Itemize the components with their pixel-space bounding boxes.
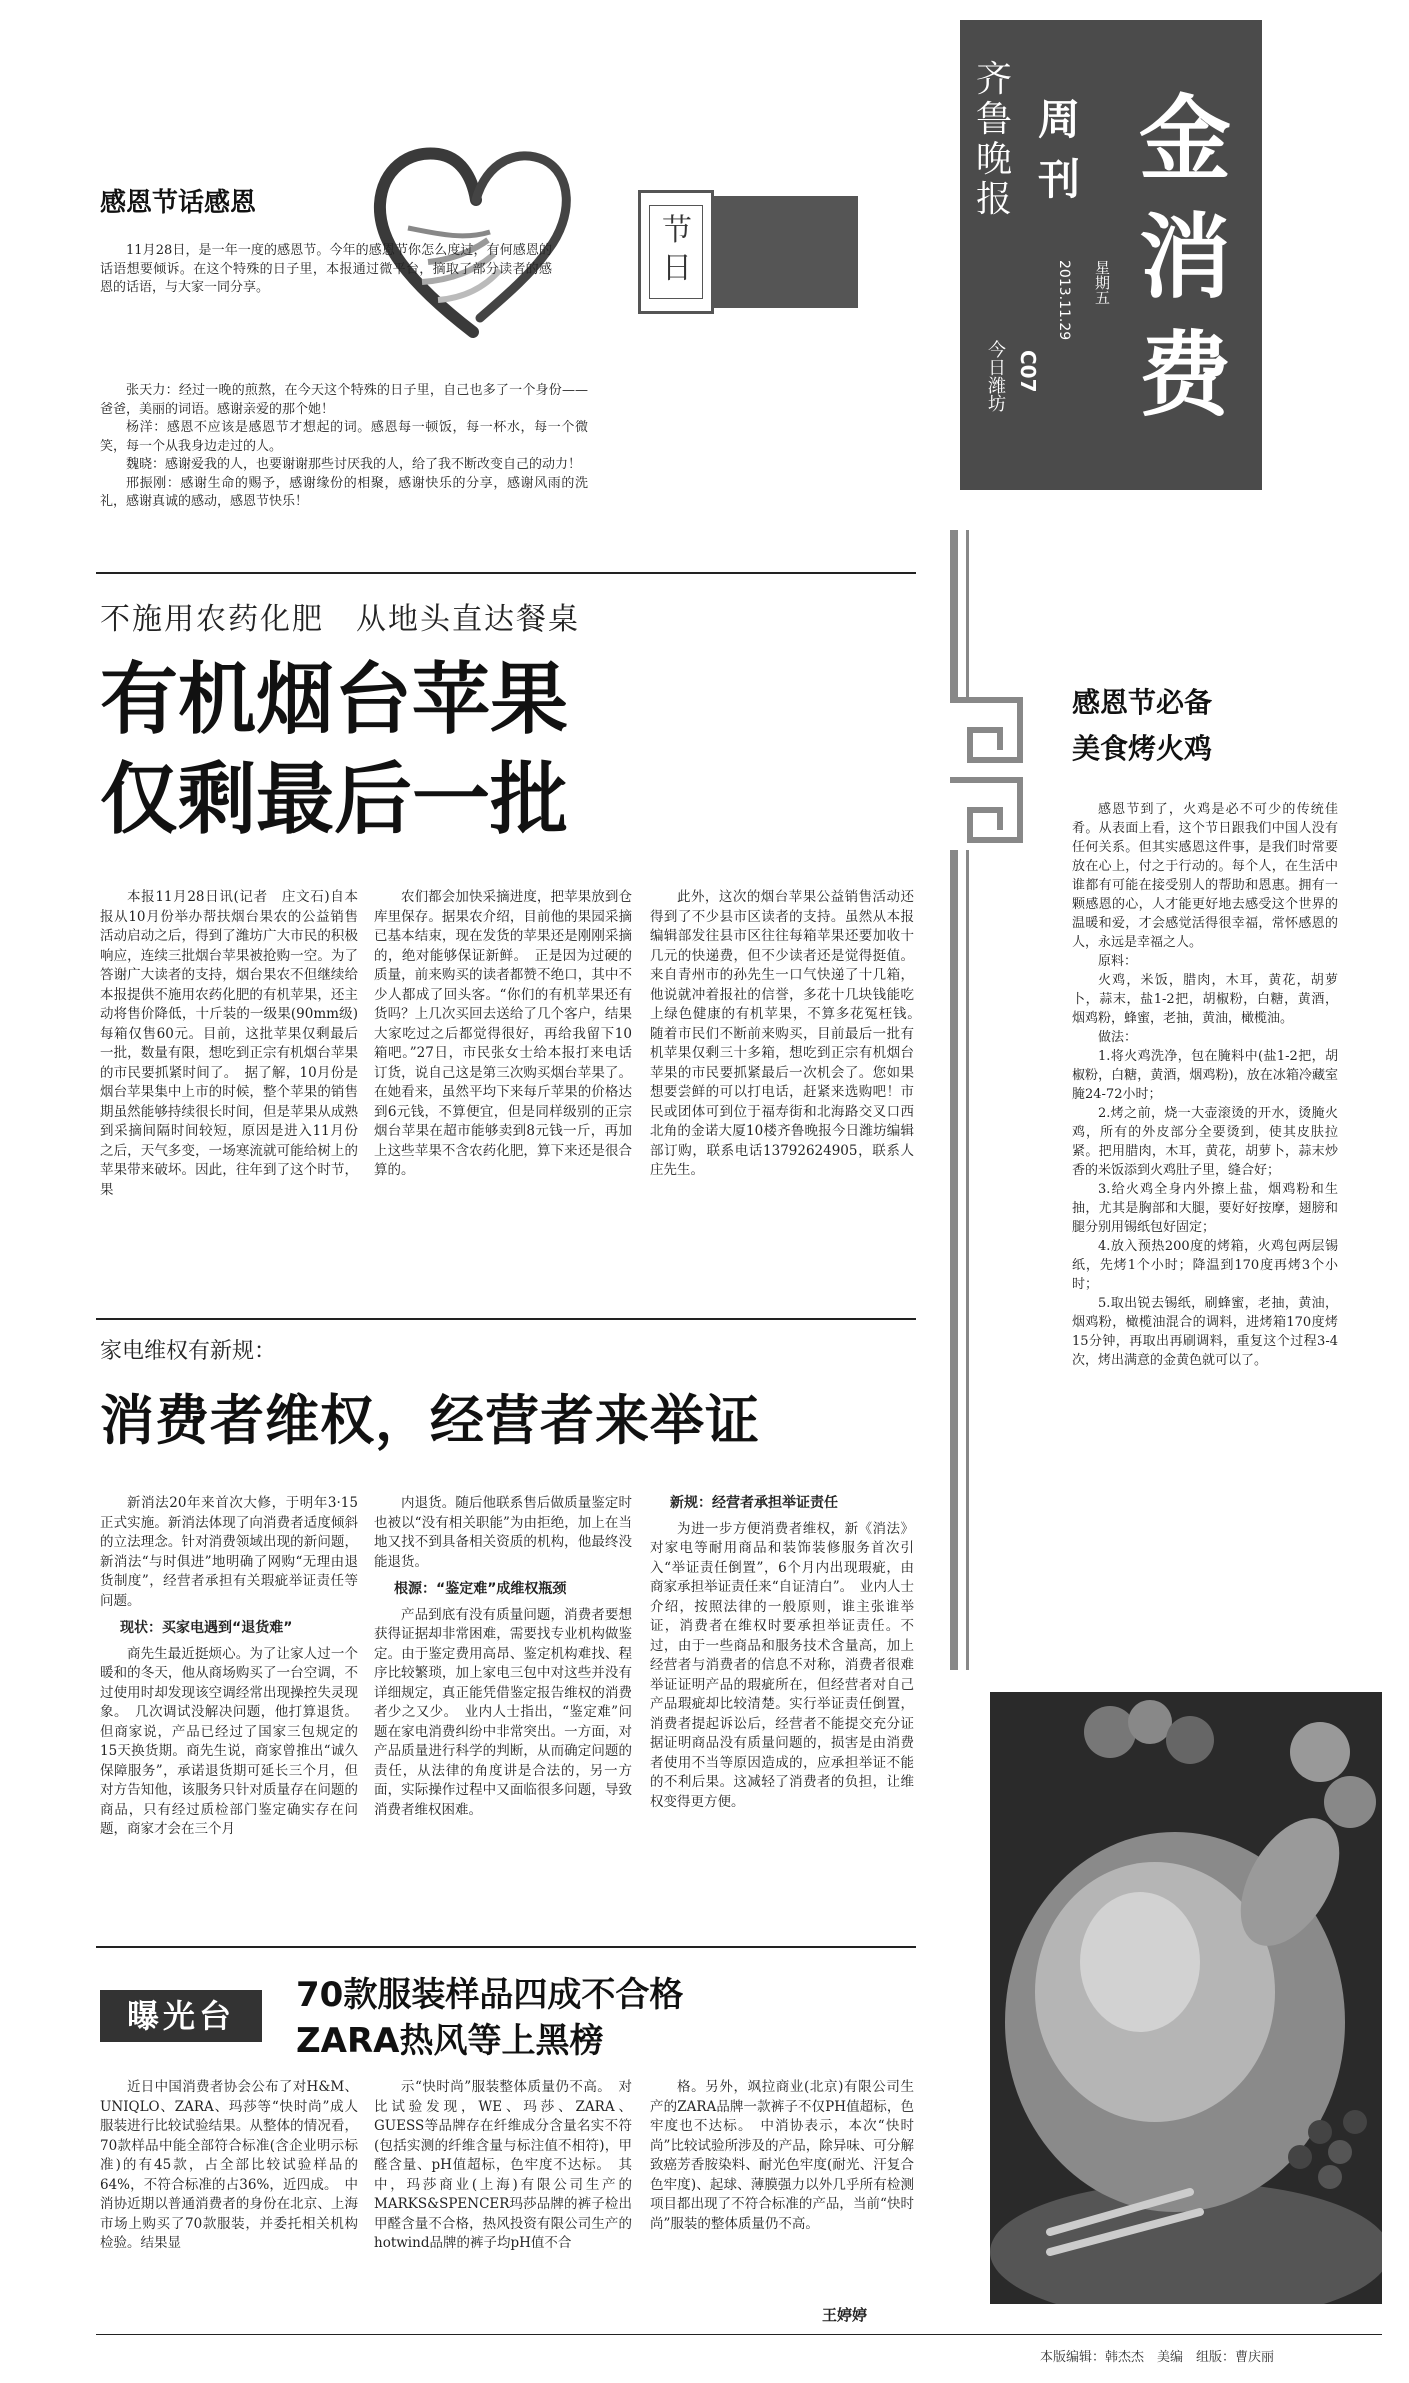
holiday-tag — [638, 190, 858, 314]
rights-column-1 — [100, 1494, 358, 1840]
exposure-headline-line: 70款服装样品四成不合格 — [296, 1975, 684, 2015]
thanks-paragraph: 魏晓：感谢爱我的人，也要谢谢那些讨厌我的人，给了我不断改变自己的动力！ — [126, 457, 582, 472]
turkey-title-line: 美食烤火鸡 — [1072, 732, 1213, 765]
thanks-paragraph: 张天力：经过一晚的煎熬，在今天这个特殊的日子里，自己也多了一个身份——爸爸，美丽的词语。感谢亲爱的那个她！ — [100, 383, 588, 417]
thanks-paragraph: 杨洋：感恩不应该是感恩节才想起的词。感恩每一顿饭，每一杯水，每一个微笑，每一个从我身边走过的人。 — [100, 420, 588, 454]
turkey-title — [1072, 680, 1212, 772]
holiday-tag-label: 节日 — [662, 213, 692, 286]
exposure-badge: 曝光台 — [100, 1990, 262, 2042]
rights-text: 商先生最近挺烦心。为了让家人过一个暖和的冬天，他从商场购买了一台空调，不过使用时却发现该空调经常出现操控失灵现象。 几次调试没解决问题，他打算退货。但商家说，产品已经过了国家三包规定的15天换货期。商先生说，商家曾推出“诚久保障服务”，承诺退货期可延长三个月，但对方告知他，该服务只针对质量存在问题的商品，只有经过质检部门鉴定确实存在问题，商家才会在三个月 — [100, 1645, 358, 1837]
masthead-weekly: 周刊 — [1038, 95, 1081, 204]
masthead-day: 星期五 — [1093, 260, 1111, 305]
divider — [96, 1318, 916, 1320]
thanks-paragraph: 邢振刚：感谢生命的赐予，感谢缘份的相聚，感谢快乐的分享，感谢风雨的洗礼，感谢真诚的感动，感恩节快乐！ — [100, 475, 588, 509]
rights-text: 内退货。随后他联系售后做质量鉴定时也被以“没有相关职能”为由拒绝，加上在当地又找不到具备相关资质的机构，他最终没能退货。 — [374, 1495, 632, 1570]
rights-intro: 新消法20年来首次大修，于明年3·15正式实施。新消法体现了向消费者适度倾斜的立法理念。针对消费领域出现的新问题，新消法“与时俱进”地明确了网购“无理由退货制度”，经营者承担有关瑕疵举证责任等问题。 — [100, 1495, 358, 1609]
apple-text: 本报11月28日讯(记者 庄文石)自本报从10月份举办帮扶烟台果农的公益销售活动启动之后，得到了潍坊广大市民的积极响应，连续三批烟台苹果被抢购一空。为了答谢广大读者的支持，烟台果农不但继续给本报提供不施用农药化肥的有机苹果，还主动将售价降低，十斤装的一级果(90mm级)每箱仅售60元。目前，这批苹果仅剩最后一批，数量有限，想吃到正宗有机烟台苹果的市民要抓紧时间了。 据了解，10月份是烟台苹果集中上市的时候，整个苹果的销售期虽然能够持续很长时间，但是苹果从成熟到采摘间隔时间较短，原因是进入11月份之后，天气多变，一场寒流就可能给树上的苹果带来破坏。因此，往年到了这个时节，果 — [100, 889, 358, 1198]
turkey-ingredients-title: 原料： — [1098, 954, 1138, 969]
apple-text: 此外，这次的烟台苹果公益销售活动还得到了不少县市区读者的支持。虽然从本报编辑部发往县市区往往每箱苹果还要加收十几元的快递费，但不少读者还是觉得挺值。来自青州市的孙先生一口气快递了十几箱，他说就冲着报社的信誉，多花十几块钱能吃上绿色健康的有机苹果，不算多花冤枉钱。 随着市民们不断前来购买，目前最后一批有机苹果仅剩三十多箱，想吃到正宗有机烟台苹果的市民要抓紧最后一次机会了。您如果想要尝鲜的可以打电话，赶紧来选购吧！市民或团体可到位于福寿街和北海路交叉口西北角的金诺大厦10楼齐鲁晚报今日潍坊编辑部订购，联系电话13792624905，联系人庄先生。 — [650, 889, 928, 1178]
turkey-step: 5.取出锐去锡纸，刷蜂蜜，老抽，黄油，烟鸡粉，橄榄油混合的调料，进烤箱170度烤15分钟，再取出再刷调料，重复这个过程3-4次，烤出满意的金黄色就可以了。 — [1072, 1296, 1338, 1368]
masthead-title: 金消费 — [1138, 85, 1231, 429]
roast-turkey-photo — [990, 1692, 1382, 2304]
exposure-headline-line: ZARA热风等上黑榜 — [296, 2021, 604, 2061]
turkey-step: 3.给火鸡全身内外擦上盐，烟鸡粉和生抽，尤其是胸部和大腿，要好好按摩，翅膀和腿分别用锡纸包好固定； — [1072, 1182, 1338, 1235]
masthead-page-number: C07 — [1016, 350, 1040, 393]
footer-rule — [96, 2334, 1382, 2335]
divider — [96, 572, 916, 574]
apple-kicker: 不施用农药化肥 从地头直达餐桌 — [100, 602, 580, 637]
apple-headline-line: 仅剩最后一批 — [100, 755, 569, 845]
turkey-step: 4.放入预热200度的烤箱，火鸡包两层锡纸，先烤1个小时；降温到170度再烤3个小时； — [1072, 1239, 1338, 1292]
masthead — [960, 20, 1262, 490]
exposure-column-1 — [100, 2078, 358, 2254]
turkey-method-title: 做法： — [1098, 1030, 1138, 1045]
rights-text: 产品到底有没有质量问题，消费者要想获得证据却非常困难，需要找专业机构做鉴定。由于鉴定费用高昂、鉴定机构难找、程序比较繁琐，加上家电三包中对这些并没有详细规定，真正能凭借鉴定报告维权的消费者少之又少。 业内人士指出，“鉴定难”问题在家电消费纠纷中非常突出。一方面，对产品质量进行科学的判断，从而确定问题的责任，从法律的角度讲是合法的，另一方面，实际操作过程中又面临很多问题，导致消费者维权困难。 — [374, 1606, 632, 1818]
rights-subhead: 现状：买家电遇到“退货难” — [120, 1620, 293, 1636]
turkey-ingredients: 火鸡，米饭，腊肉，木耳，黄花，胡萝卜，蒜末，盐1-2把，胡椒粉，白糖，黄酒，烟鸡粉，蜂蜜，老抽，黄油，橄榄油。 — [1072, 973, 1338, 1026]
exposure-author: 王婷婷 — [822, 2306, 868, 2324]
rights-kicker: 家电维权有新规： — [100, 1339, 277, 1364]
exposure-headline — [296, 1972, 683, 2064]
footer-credits: 本版编辑：韩杰杰 美编 组版：曹庆丽 — [1040, 2350, 1275, 2365]
apple-headline-line: 有机烟台苹果 — [100, 655, 569, 745]
rights-column-2 — [374, 1494, 632, 1820]
apple-text: 农们都会加快采摘进度，把苹果放到仓库里保存。据果农介绍，目前他的果园采摘已基本结束，现在发货的苹果还是刚刚采摘的，绝对能够保证新鲜。 正是因为过硬的质量，前来购买的读者都赞不绝口，其中不少人都成了回头客。“你们的有机苹果还有货吗？上几次买回去送给了几个客户，结果大家吃过之后都觉得很好，再给我留下10箱吧。”27日，市民张女士给本报打来电话订货，说自己这是第三次购买烟台苹果了。在她看来，虽然平均下来每斤苹果的价格达到6元钱，不算便宜，但是同样级别的正宗烟台苹果在超市能够卖到8元钱一斤，再加上这些苹果不含农药化肥，算下来还是很合算的。 — [374, 889, 632, 1178]
apple-column-2 — [374, 888, 632, 1181]
apple-headline — [100, 650, 568, 850]
rights-text: 为进一步方便消费者维权，新《消法》对家电等耐用商品和装饰装修服务首次引入“举证责任倒置”，6个月内出现瑕疵，由商家承担举证责任来“自证清白”。 业内人士介绍，按照法律的一般原则，谁主张谁举证，消费者在维权时要承担举证责任。不过，由于一些商品和服务技术含量高，加上经营者与消费者的信息不对称，消费者很难举证证明产品的瑕疵所在，但经营者对自己产品瑕疵却比较清楚。实行举证责任倒置，消费者提起诉讼后，经营者不能提交充分证据证明商品没有质量问题的，损害是由消费者使用不当等原因造成的，应承担举证不能的不利后果。这减轻了消费者的负担，让维权变得更方便。 — [650, 1520, 914, 1810]
exposure-column-2 — [374, 2078, 632, 2254]
masthead-edition: 今日潍坊 — [985, 340, 1006, 412]
masthead-date: 2013.11.29 — [1056, 260, 1072, 341]
rights-column-3 — [650, 1494, 914, 1812]
exposure-text: 格。另外，飒拉商业(北京)有限公司生产的ZARA品牌一款裤子不仅PH值超标，色牢度也不达标。 中消协表示，本次“快时尚”比较试验所涉及的产品，除异味、可分解致癌芳香胺染料、耐光色牢度(耐光、汗复合色牢度)、起球、薄膜强力以外几乎所有检测项目都出现了不符合标准的产品，当前“快时尚”服装的整体质量仍不高。 — [650, 2079, 914, 2232]
rights-headline: 消费者维权，经营者来举证 — [100, 1389, 760, 1452]
exposure-text: 示“快时尚”服装整体质量仍不高。 对比试验发现，WE、玛莎、ZARA、GUESS等品牌存在纤维成分含量名实不符(包括实测的纤维含量与标注值不相符)，甲醛含量、pH值超标，色牢度不达标。 其中，玛莎商业(上海)有限公司生产的MARKS&SPENCER玛莎品牌的裤子检出甲醛含量不合格，热风投资有限公司生产的hotwind品牌的裤子均pH值不合 — [374, 2079, 632, 2251]
apple-column-3 — [650, 888, 928, 1181]
turkey-intro: 感恩节到了，火鸡是必不可少的传统佳肴。从表面上看，这个节日跟我们中国人没有任何关系。但其实感恩这件事，是我们时常要放在心上，付之于行动的。每个人，在生活中谁都有可能在接受别人的帮助和恩惠。拥有一颗感恩的心，人才能更好地去感受这个世界的温暖和爱，才会感觉活得很幸福，常怀感恩的人，永远是幸福之人。 — [1072, 802, 1338, 950]
turkey-body — [1072, 800, 1338, 1370]
thanks-paragraph: 11月28日，是一年一度的感恩节。今年的感恩节你怎么度过，有何感恩的话语想要倾诉。在这个特殊的日子里，本报通过微平台，摘取了部分读者的感恩的话语，与大家一同分享。 — [100, 243, 552, 295]
exposure-text: 近日中国消费者协会公布了对H&M、UNIQLO、ZARA、玛莎等“快时尚”成人服装进行比较试验结果。从整体的情况看，70款样品中能全部符合标准(含企业明示标准)的有45款，占全部比较试验样品的64%，不符合标准的占36%，近四成。 中消协近期以普通消费者的身份在北京、上海市场上购买了70款服装，并委托相关机构检验。结果显 — [100, 2079, 358, 2251]
exposure-column-3 — [650, 2078, 914, 2234]
turkey-title-line: 感恩节必备 — [1072, 686, 1213, 719]
thanks-intro — [100, 242, 552, 298]
turkey-step: 1.将火鸡洗净，包在腌料中(盐1-2把，胡椒粉，白糖，黄酒，烟鸡粉)，放在冰箱冷藏室腌24-72小时； — [1072, 1049, 1338, 1102]
rights-subhead: 根源：“鉴定难”成维权瓶颈 — [394, 1581, 567, 1597]
divider — [96, 1946, 916, 1948]
masthead-brand: 齐鲁晚报 — [976, 59, 1015, 220]
turkey-step: 2.烤之前，烧一大壶滚烫的开水，烫腌火鸡，所有的外皮部分全要烫到，使其皮肤拉紧。把用腊肉，木耳，黄花，胡萝卜，蒜末炒香的米饭添到火鸡肚子里，缝合好； — [1072, 1106, 1338, 1178]
decorative-column-border — [940, 530, 1050, 1670]
rights-subhead: 新规：经营者承担举证责任 — [670, 1495, 838, 1511]
thanks-title: 感恩节话感恩 — [100, 188, 257, 218]
thanks-quotes — [100, 382, 588, 512]
apple-column-1 — [100, 888, 358, 1200]
